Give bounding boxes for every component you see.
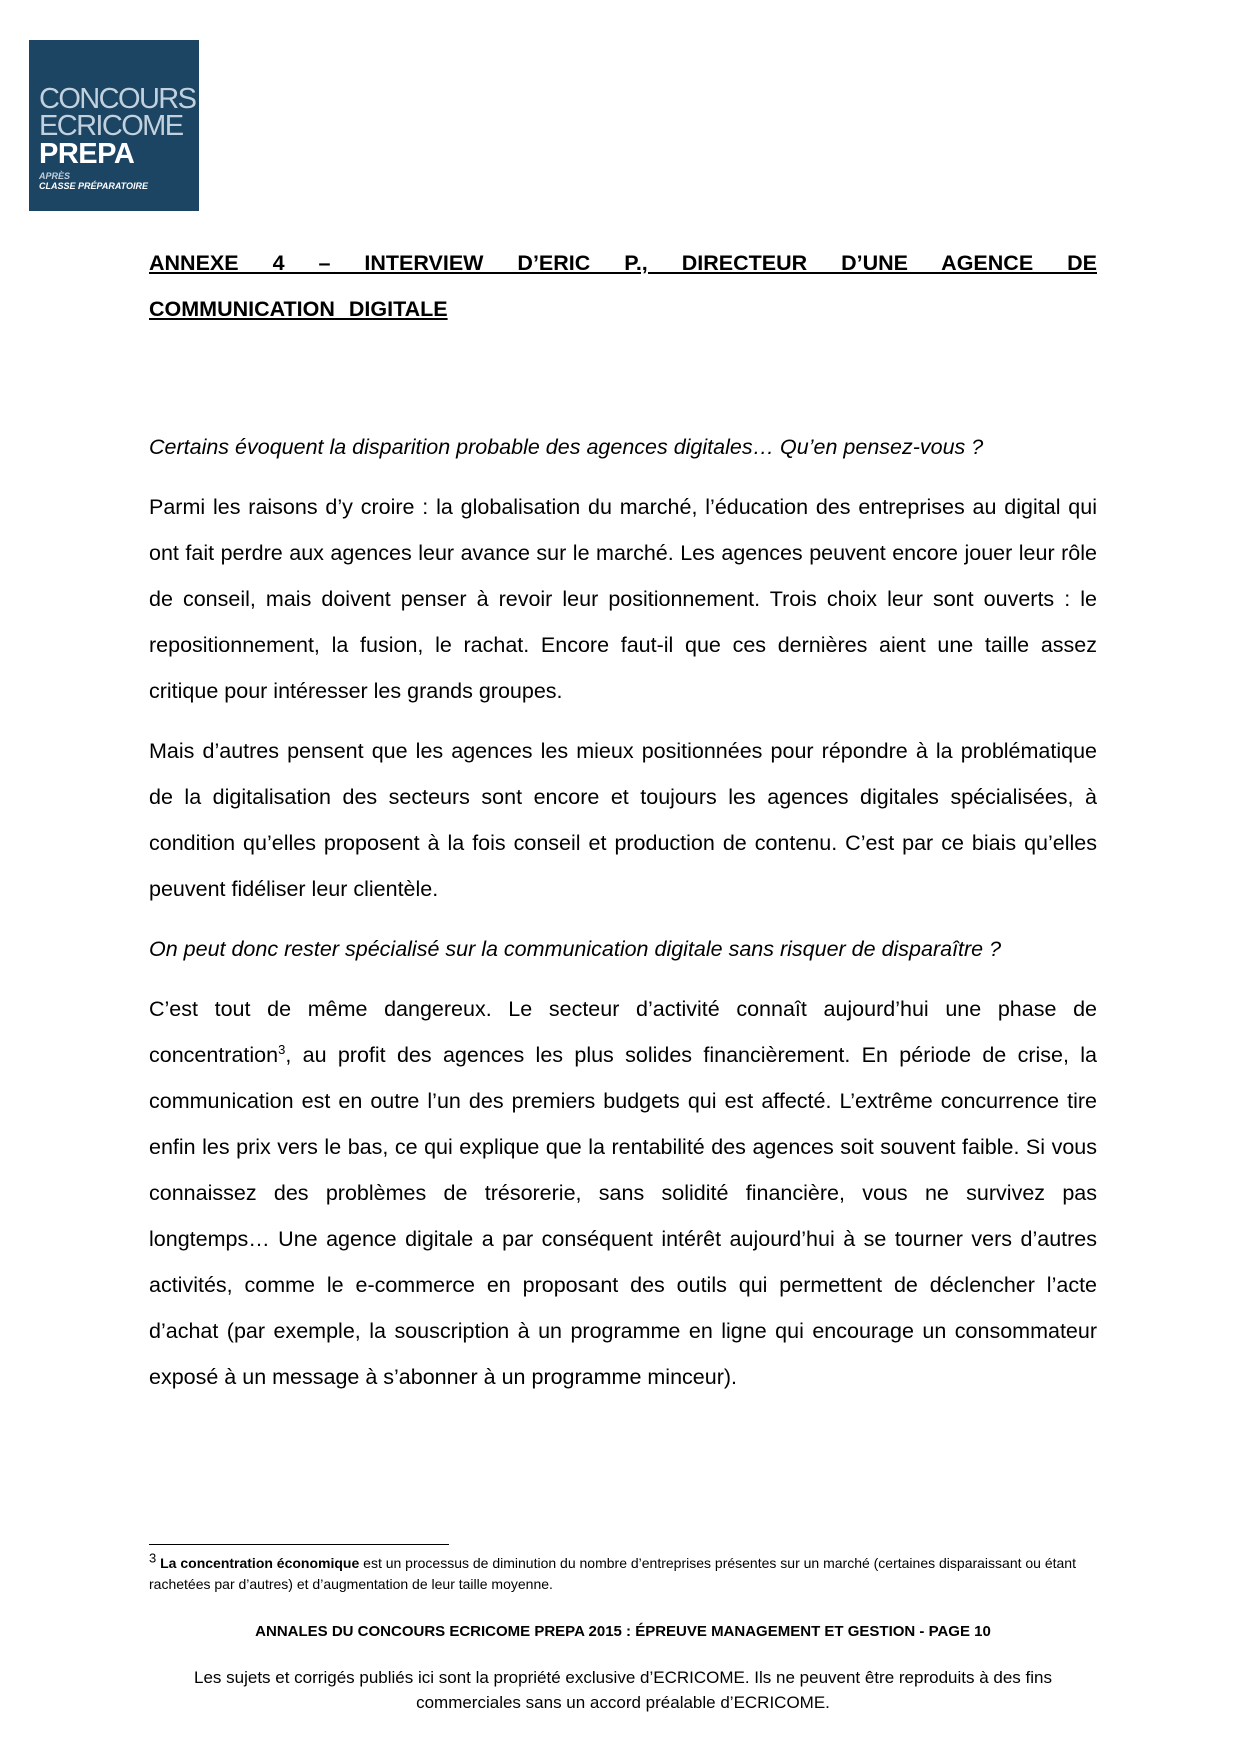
footnote-number: 3 (149, 1550, 157, 1566)
answer-2-paragraph (149, 986, 1097, 1400)
spacer (149, 332, 1097, 424)
logo-line-ecricome: ECRICOME (39, 110, 183, 142)
logo-line-classe: CLASSE PRÉPARATOIRE (39, 181, 149, 191)
answer-1-paragraph-1: Parmi les raisons d’y croire : la globalisation du marché, l’éducation des entreprises au digital qui ont fait perdre aux agences leur avance sur le marché. Les agences peuvent encore jouer leur rôle de conseil, mais doivent penser à revoir leur positionnement. Trois choix leur sont ouverts : le repositionnement, la fusion, le rachat. Encore faut-il que ces dernières aient une taille assez critique pour intéresser les grands groupes. (149, 495, 1097, 703)
logo-line-concours: CONCOURS (39, 83, 196, 115)
interview-question-2: On peut donc rester spécialisé sur la communication digitale sans risquer de disparaître ? (149, 937, 1002, 961)
answer-2-text-before: C’est tout de même dangereux. Le secteur d’activité connaît aujourd’hui une phase de concentration (149, 997, 1097, 1067)
annex-title: ANNEXE 4 – INTERVIEW D’ERIC P., DIRECTEUR D’UNE AGENCE DE COMMUNICATION DIGITALE (149, 251, 1097, 321)
spacer (149, 470, 1097, 484)
page-footer-title: ANNALES DU CONCOURS ECRICOME PREPA 2015 : ÉPREUVE MANAGEMENT ET GESTION - PAGE 10 (255, 1623, 991, 1640)
footnote-reference[interactable]: 3 (278, 1041, 286, 1057)
footnote-text: est un processus de diminution du nombre d’entreprises présentes sur un marché (certaines disparaissant ou étant rachetées par d’autres) et d’augmentation de leur taille moyenne. (149, 1555, 1076, 1592)
logo-line-prepa: PREPA (39, 138, 135, 170)
logo-line-apres: APRÈS (39, 171, 71, 181)
document-body (149, 240, 1097, 1400)
footnote (149, 1550, 1097, 1595)
spacer (149, 972, 1097, 986)
answer-1-paragraph-2: Mais d’autres pensent que les agences les mieux positionnées pour répondre à la problématique de la digitalisation des secteurs sont encore et toujours les agences digitales spécialisées, à condition qu’elles proposent à la fois conseil et production de contenu. C’est par ce biais qu’elles peuvent fidéliser leur clientèle. (149, 739, 1097, 901)
copyright-notice: Les sujets et corrigés publiés ici sont la propriété exclusive d’ECRICOME. Ils ne peuvent être reproduits à des fins commerciales sans un accord préalable d’ECRICOME. (194, 1668, 1052, 1712)
ecricome-logo (29, 40, 199, 211)
footnote-term: La concentration économique (160, 1555, 360, 1571)
answer-2-text-after: , au profit des agences les plus solides financièrement. En période de crise, la communication est en outre l’un des premiers budgets qui est affecté. L’extrême concurrence tire enfin les prix vers le bas, ce qui explique que la rentabilité des agences soit souvent faible. Si vous connaissez des problèmes de trésorerie, sans solidité financière, vous ne survivez pas longtemps… Une agence digitale a par conséquent intérêt aujourd’hui à se tourner vers d’autres activités, comme le e-commerce en proposant des outils qui permettent de déclencher l’acte d’achat (par exemple, la souscription à un programme en ligne qui encourage un consommateur exposé à un message à s’abonner à un programme minceur). (149, 1043, 1097, 1389)
spacer (149, 714, 1097, 728)
spacer (149, 912, 1097, 926)
interview-question-1: Certains évoquent la disparition probable des agences digitales… Qu’en pensez-vous ? (149, 435, 984, 459)
footnote-separator (149, 1544, 449, 1545)
